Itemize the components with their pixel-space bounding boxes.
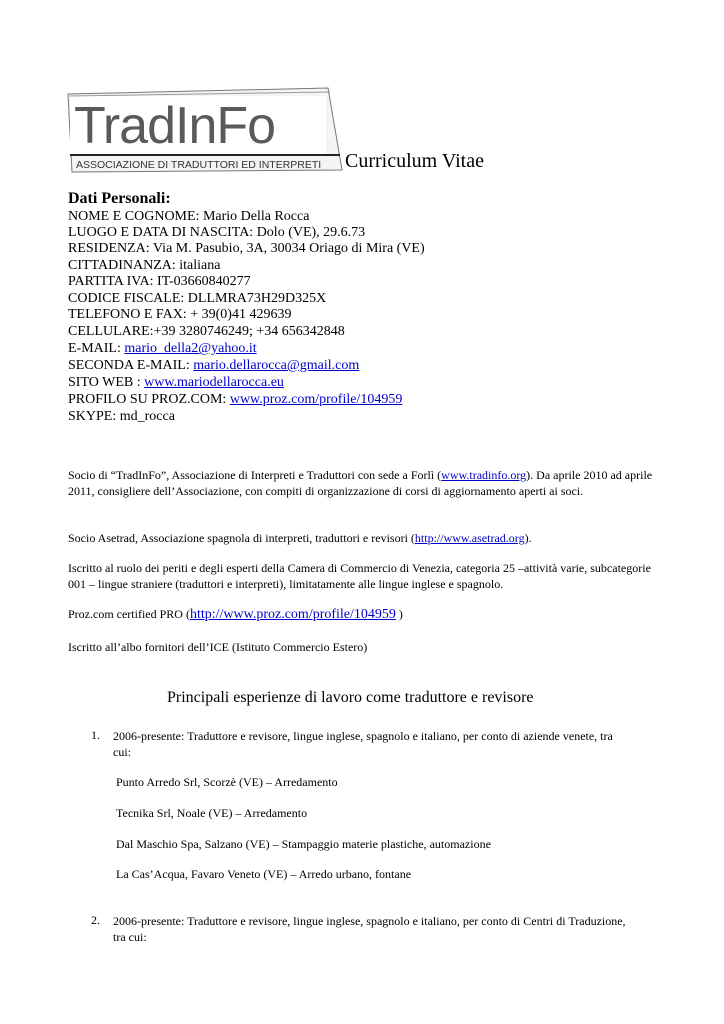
proz-profile-label: PROFILO SU PROZ.COM:: [68, 392, 230, 407]
list-item-text: 2006-presente: Traduttore e revisore, lingue inglese, spagnolo e italiano, per conto di aziende venete, tra cui:: [113, 729, 613, 759]
second-email-line: [68, 358, 359, 374]
logo-tagline: ASSOCIAZIONE DI TRADUTTORI ED INTERPRETI: [76, 159, 322, 171]
list-item-text: 2006-presente: Traduttore e revisore, lingue inglese, spagnolo e italiano, per conto di Centri di Traduzione, tra cui:: [113, 914, 626, 944]
website-line: [68, 375, 284, 391]
proz-profile-line: [68, 392, 402, 408]
phone-line: TELEFONO E FAX: + 39(0)41 429639: [68, 307, 292, 322]
tradinfo-logo: [66, 82, 348, 174]
asetrad-text-post: ).: [524, 531, 532, 545]
name-line: NOME E COGNOME: Mario Della Rocca: [68, 209, 310, 224]
tradinfo-link[interactable]: www.tradinfo.org: [441, 468, 527, 482]
ice-paragraph: Iscritto all’albo fornitori dell’ICE (Istituto Commercio Estero): [68, 640, 368, 654]
proz-certified-link[interactable]: http://www.proz.com/profile/104959: [189, 607, 396, 622]
tax-code-line: CODICE FISCALE: DLLMRA73H29D325X: [68, 291, 327, 306]
page-title: Curriculum Vitae: [345, 150, 484, 172]
personal-data-heading: Dati Personali:: [68, 190, 171, 207]
email-link[interactable]: mario_della2@yahoo.it: [124, 341, 257, 356]
second-email-link[interactable]: mario.dellarocca@gmail.com: [193, 358, 360, 373]
proz-certified-text-pre: Proz.com certified PRO (: [68, 607, 190, 621]
vat-line: PARTITA IVA: IT-03660840277: [68, 274, 251, 289]
email-line: [68, 341, 257, 357]
client-item: Punto Arredo Srl, Scorzè (VE) – Arredamento: [116, 775, 338, 789]
proz-profile-link[interactable]: www.proz.com/profile/104959: [229, 392, 403, 407]
asetrad-link[interactable]: http://www.asetrad.org: [414, 531, 525, 545]
tradinfo-text-post: ). Da aprile 2010 ad aprile 2011, consigliere dell’Associazione, con compiti di organizzazione di corsi di aggiornamento aperti ai soci.: [68, 468, 653, 498]
birth-line: LUOGO E DATA DI NASCITA: Dolo (VE), 29.6.73: [68, 225, 366, 240]
website-label: SITO WEB :: [68, 375, 145, 390]
client-item: Tecnika Srl, Noale (VE) – Arredamento: [116, 806, 308, 820]
mobile-line: CELLULARE:+39 3280746249; +34 656342848: [68, 324, 345, 339]
skype-line: SKYPE: md_rocca: [68, 409, 175, 424]
tradinfo-text-pre: Socio di “TradInFo”, Associazione di Interpreti e Traduttori con sede a Forlì (: [68, 468, 442, 482]
residence-line: RESIDENZA: Via M. Pasubio, 3A, 30034 Oriago di Mira (VE): [68, 241, 425, 256]
asetrad-text-pre: Socio Asetrad, Associazione spagnola di interpreti, traduttori e revisori (: [68, 531, 415, 545]
periti-paragraph: Iscritto al ruolo dei periti e degli esperti della Camera di Commercio di Venezia, categoria 25 –attività varie, subcategorie 001 – lingue straniere (traduttori e interpreti), limitatamente alle lingue inglese e spagnolo.: [68, 561, 651, 591]
client-item: La Cas’Acqua, Favaro Veneto (VE) – Arredo urbano, fontane: [116, 867, 412, 881]
proz-certified-text-post: ): [395, 607, 403, 621]
email-label: E-MAIL:: [68, 341, 125, 356]
citizenship-line: CITTADINANZA: italiana: [68, 258, 221, 273]
logo-brand-text: TradInFo: [74, 97, 276, 155]
experience-heading: Principali esperienze di lavoro come traduttore e revisore: [167, 689, 534, 706]
second-email-label: SECONDA E-MAIL:: [68, 358, 194, 373]
client-item: Dal Maschio Spa, Salzano (VE) – Stampaggio materie plastiche, automazione: [116, 837, 491, 851]
proz-certified-paragraph: [68, 606, 668, 623]
website-link[interactable]: www.mariodellarocca.eu: [144, 375, 284, 390]
list-item-number: 2.: [91, 913, 100, 927]
list-item-number: 1.: [91, 728, 100, 742]
asetrad-paragraph: [68, 530, 668, 546]
tradinfo-paragraph: [68, 467, 668, 499]
